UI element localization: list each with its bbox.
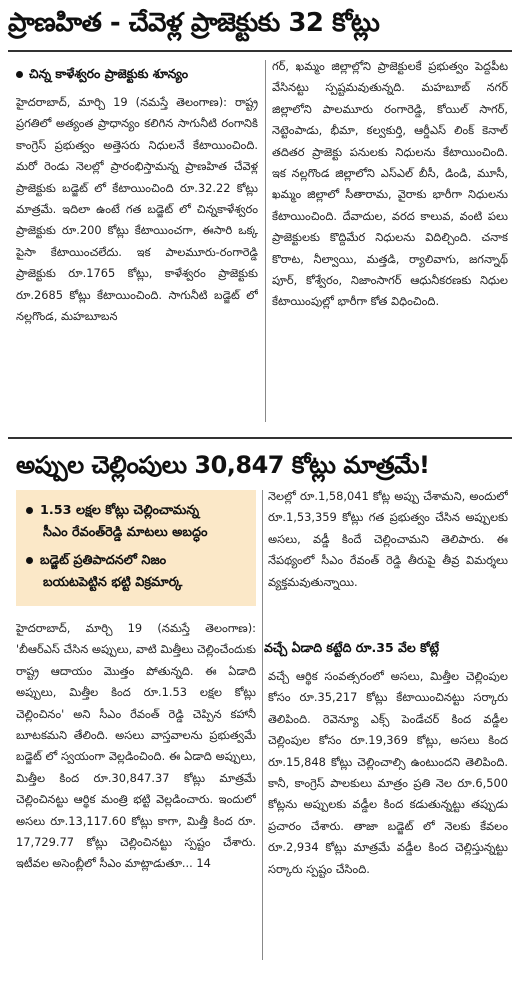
story2-body-col1: హైదరాబాద్, మార్చి 19 (నమస్తే తెలంగాణ): 'బీఆర్ఎస్ చేసిన అప్పులు, వాటి మిత్తీలు చెల్లించేందుకు రాష్ట్ర ఆదాయం మొత్తం పోతున్నది. ఈ ఏడాది అప్పులు, మిత్తీల కింద రూ.1.53 లక్షల కోట్లు చెల్లించినం' అని సీఎం రేవంత్ రెడ్డి చెప్పిన కహానీ బూటకమని తేలింది. అసలు వాస్తవాలను ప్రభుత్వమే బడ్జెట్ లో స్వయంగా వెల్లడించింది. ఈ ఏడాది అప్పులు, మిత్తీల కింద రూ.30,847.37 కోట్లు మాత్రమే చెల్లించినట్టు ఆర్థిక మంత్రి భట్టి వెల్లడించారు. ఇందులో అసలు రూ.13,117.60 కోట్లు కాగా, మిత్తీ కింద రూ. 17,729.77 కోట్లు చెల్లించినట్టు స్పష్టం చేశారు. ఇటీవల అసెంబ్లీలో సీఎం మాట్లాడుతూ... 14 — [16, 621, 256, 871]
story2-column-2-top — [268, 486, 508, 636]
story1-column-1 — [16, 92, 258, 422]
story2-column-1 — [16, 618, 256, 958]
highlight-bullet-1 — [26, 500, 199, 522]
bullet-1-line-2: సీఎం రేవంత్‌రెడ్డి మాటలు అబద్ధం — [43, 525, 208, 540]
story2-body-col2-top: నెలల్లో రూ.1,58,041 కోట్ల అప్పు చేశామని, అందులో రూ.1,53,359 కోట్లు గత ప్రభుత్వం చేసిన అప్పులకు అసలు, వడ్డీ కిందే చెల్లించామని తెలిపారు. ఈ నేపథ్యంలో సీఎం రేవంత్ రెడ్డి తీరుపై తీవ్ర విమర్శలు వ్యక్తమవుతున్నాయి. — [268, 489, 508, 589]
story1-body-col1: హైదరాబాద్, మార్చి 19 (నమస్తే తెలంగాణ): రాష్ట్ర ప్రగతిలో అత్యంత ప్రాధాన్యం కలిగిన సాగునీటి రంగానికి కాంగ్రెస్ ప్రభుత్వం అత్తెసరు నిధులనే కేటాయించింది. మరో రెండు నెలల్లో ప్రారంభిస్తామన్న ప్రాణహిత చేవెళ్ల ప్రాజెక్టుకు బడ్జెట్ లో కేటాయించింది రూ.32.22 కోట్లు మాత్రమే. ఇదిలా ఉంటే గత బడ్జెట్ లో చిన్నకాళేశ్వరం ప్రాజెక్టుకు రూ.200 కోట్లు కేటాయించగా, ఈసారి ఒక్క పైసా కేటాయించలేదు. ఇక పాలమూరు-రంగారెడ్డి ప్రాజెక్టుకు రూ.1765 కోట్లు, కాళేశ్వరం ప్రాజెక్టుకు రూ.2685 కోట్లు కేటాయించింది. సాగునీటి బడ్జెట్ లో నల్లగొండ, మహబూబన — [16, 95, 258, 324]
headline-pranahita: ప్రాణహిత - చేవెళ్ల ప్రాజెక్టుకు 32 కోట్లు — [8, 8, 380, 38]
bullet-2-line-2: బయటపెట్టిన భట్టి విక్రమార్క — [43, 575, 183, 590]
bullet-icon — [26, 507, 33, 514]
subhead-chinna-kaleshwaram — [16, 66, 188, 85]
bullet-1-line-1: 1.53 లక్షల కోట్లు చెల్లించామన్న — [40, 503, 200, 518]
bullet-2-line-1: బడ్జెట్ ప్రతిపాదనలో నిజం — [40, 553, 167, 568]
highlight-bullet-2 — [26, 550, 166, 572]
section-divider — [8, 437, 512, 439]
headline-debt-payments: అప్పుల చెల్లింపులు 30,847 కోట్లు మాత్రమే! — [16, 451, 430, 479]
story1-body-col2: గర్, ఖమ్మం జిల్లాల్లోని ప్రాజెక్టులకే ప్రభుత్వం పెద్దపీట వేసినట్టు స్పష్టమవుతున్నది. మహబూబ్ నగర్ జిల్లాలోని పాలమూరు రంగారెడ్డి, కోయిల్ సాగర్, నెట్టెంపాడు, భీమా, కల్వకుర్తి, ఆర్డీఎస్ లింక్ కెనాల్ తదితర ప్రాజెక్టు పనులకు నిధులను కేటాయించింది. ఇక నల్లగొండ జిల్లాలోని ఎస్ఎల్ బీసీ, డిండి, మూసీ, ఖమ్మం జిల్లాలో సీతారామ, వైరాకు భారీగా నిధులను కేటాయించింది. దేవాదుల, వరద కాలువ, వంటి పలు ప్రాజెక్టులకు కొద్దిమేర నిధులను విదిల్చింది. చనాక కొరాట, నీల్వాయి, మత్తడి, ర్యాలివాగు, జగన్నాథ్ పూర్, కోశ్వేరం, నిజాంసాగర్ ఆధునీకరణకు నిధుల కేటాయింపుల్లో భారీగా కోత విధించింది. — [272, 59, 508, 309]
subhead-text: చిన్న కాళేశ్వరం ప్రాజెక్టుకు శూన్యం — [29, 66, 189, 81]
highlight-box — [16, 490, 256, 606]
story1-column-2 — [272, 56, 508, 422]
story2-body-col2-bottom: వచ్చే ఆర్థిక సంవత్సరంలో అసలు, మిత్తీల చెల్లింపుల కోసం రూ.35,217 కోట్లు కేటాయించినట్టు సర్కారు తెలిపింది. రెవెన్యూ ఎక్స్ పెండేచర్ కింద వడ్డీల చెల్లింపుల కోసం రూ.19,369 కోట్లు, అసలు కింద రూ.15,848 కోట్లు చెల్లించాల్సి ఉంటుందని తెలిపింది. కానీ, కాంగ్రెస్ పాలకులు మాత్రం ప్రతి నెల రూ.6,500 కోట్లను అప్పులకు వడ్డీల కింద కడుతున్నట్టు తప్పుడు ప్రచారం చేశారు. తాజా బడ్జెట్ లో నెలకు కేవలం రూ.2,934 కోట్లు మాత్రమే వడ్డీల కింద చెల్లిస్తున్నట్టు సర్కారు స్పష్టం చేసింది. — [268, 669, 508, 876]
column-divider — [265, 60, 266, 422]
bullet-icon — [16, 71, 23, 78]
bullet-icon — [26, 557, 33, 564]
story2-column-2-bottom — [268, 666, 508, 962]
subhead-next-year: వచ్చే ఏడాది కట్టేది రూ.35 వేల కోట్లే — [264, 640, 440, 655]
headline-rule-top — [8, 50, 512, 52]
column-divider-2 — [262, 490, 263, 960]
